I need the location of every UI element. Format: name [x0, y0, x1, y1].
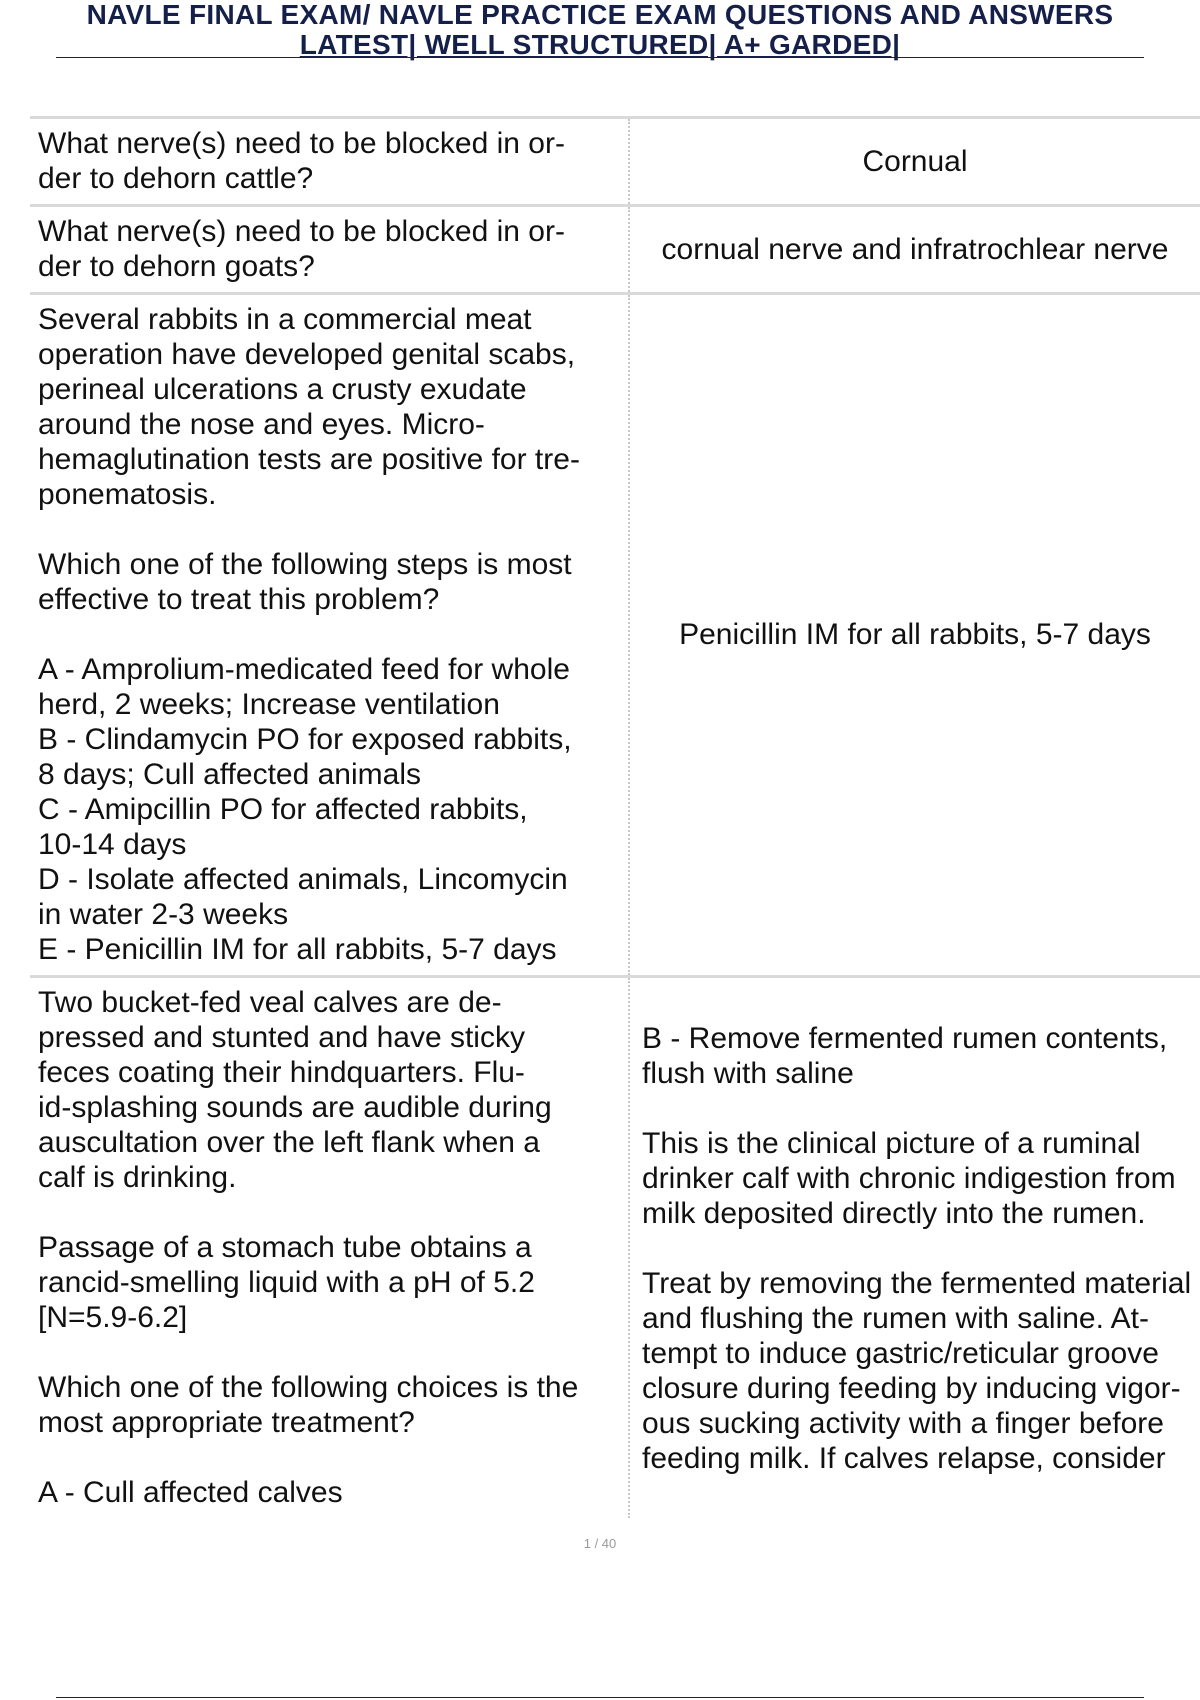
question-cell — [30, 294, 629, 977]
table-row — [30, 977, 1200, 1519]
answer-choices: A - Cull affected calves — [38, 1476, 343, 1509]
table-row — [30, 294, 1200, 977]
question-cell — [30, 977, 629, 1519]
answer-choices: A - Amprolium-medicated feed for whole herd, 2 weeks; Increase ventilation B - Clindamycin PO for exposed rabbits, 8 days; Cull affected animals C - Amipcillin PO for affected rabbits, 10-14 days D - Isolate affected animals, Lincomycin in water 2-3 weeks E - Penicillin IM for all rabbits, 5-7 days — [38, 653, 572, 966]
page-number: 1 / 40 — [583, 1536, 617, 1551]
document-title-line-1: NAVLE FINAL EXAM/ NAVLE PRACTICE EXAM QUESTIONS AND ANSWERS — [86, 0, 1114, 30]
answer-text: Penicillin IM for all rabbits, 5-7 days — [679, 618, 1151, 651]
question-cell — [30, 206, 629, 294]
answer-cell — [629, 977, 1200, 1519]
table-row — [30, 118, 1200, 206]
answer-explanation: This is the clinical picture of a ruminal drinker calf with chronic indigestion from milk deposited directly into the rumen. — [642, 1127, 1176, 1230]
footer-divider — [56, 1697, 1144, 1698]
question-text: Several rabbits in a commercial meat operation have developed genital scabs, perineal ulcerations a crusty exudate around the nose and eyes. Micro- hemaglutination tests are positive for tre- ponematosis. — [38, 303, 580, 511]
document-header — [56, 0, 1144, 60]
answer-cell — [629, 118, 1200, 206]
question-cell — [30, 118, 629, 206]
answer-text: cornual nerve and infratrochlear nerve — [661, 232, 1169, 266]
answer-cell — [629, 294, 1200, 977]
question-text: Passage of a stomach tube obtains a rancid-smelling liquid with a pH of 5.2 [N=5.9-6.2] — [38, 1231, 535, 1334]
answer-text: B - Remove fermented rumen contents, flush with saline — [642, 1022, 1168, 1090]
question-text: Two bucket-fed veal calves are de- pressed and stunted and have sticky feces coating their hindquarters. Flu- id-splashing sounds are audible during auscultation over the left flank when a calf is drinking. — [38, 986, 552, 1194]
table-row — [30, 206, 1200, 294]
question-text: Which one of the following steps is most effective to treat this problem? — [38, 548, 572, 616]
answer-cell — [629, 206, 1200, 294]
answer-explanation: Treat by removing the fermented material and flushing the rumen with saline. At- tempt to induce gastric/reticular groove closure during feeding by inducing vigor- ous sucking activity with a finger before feeding milk. If calves relapse, consider — [642, 1267, 1192, 1475]
header-divider — [56, 57, 1144, 58]
question-text: What nerve(s) need to be blocked in or- der to dehorn goats? — [38, 215, 565, 283]
qa-table — [30, 116, 1200, 1518]
document-title-line-2: LATEST| WELL STRUCTURED| A+ GARDED| — [299, 29, 901, 60]
question-text: What nerve(s) need to be blocked in or- der to dehorn cattle? — [38, 127, 565, 195]
answer-text: Cornual — [862, 144, 968, 178]
question-text: Which one of the following choices is the most appropriate treatment? — [38, 1371, 579, 1439]
